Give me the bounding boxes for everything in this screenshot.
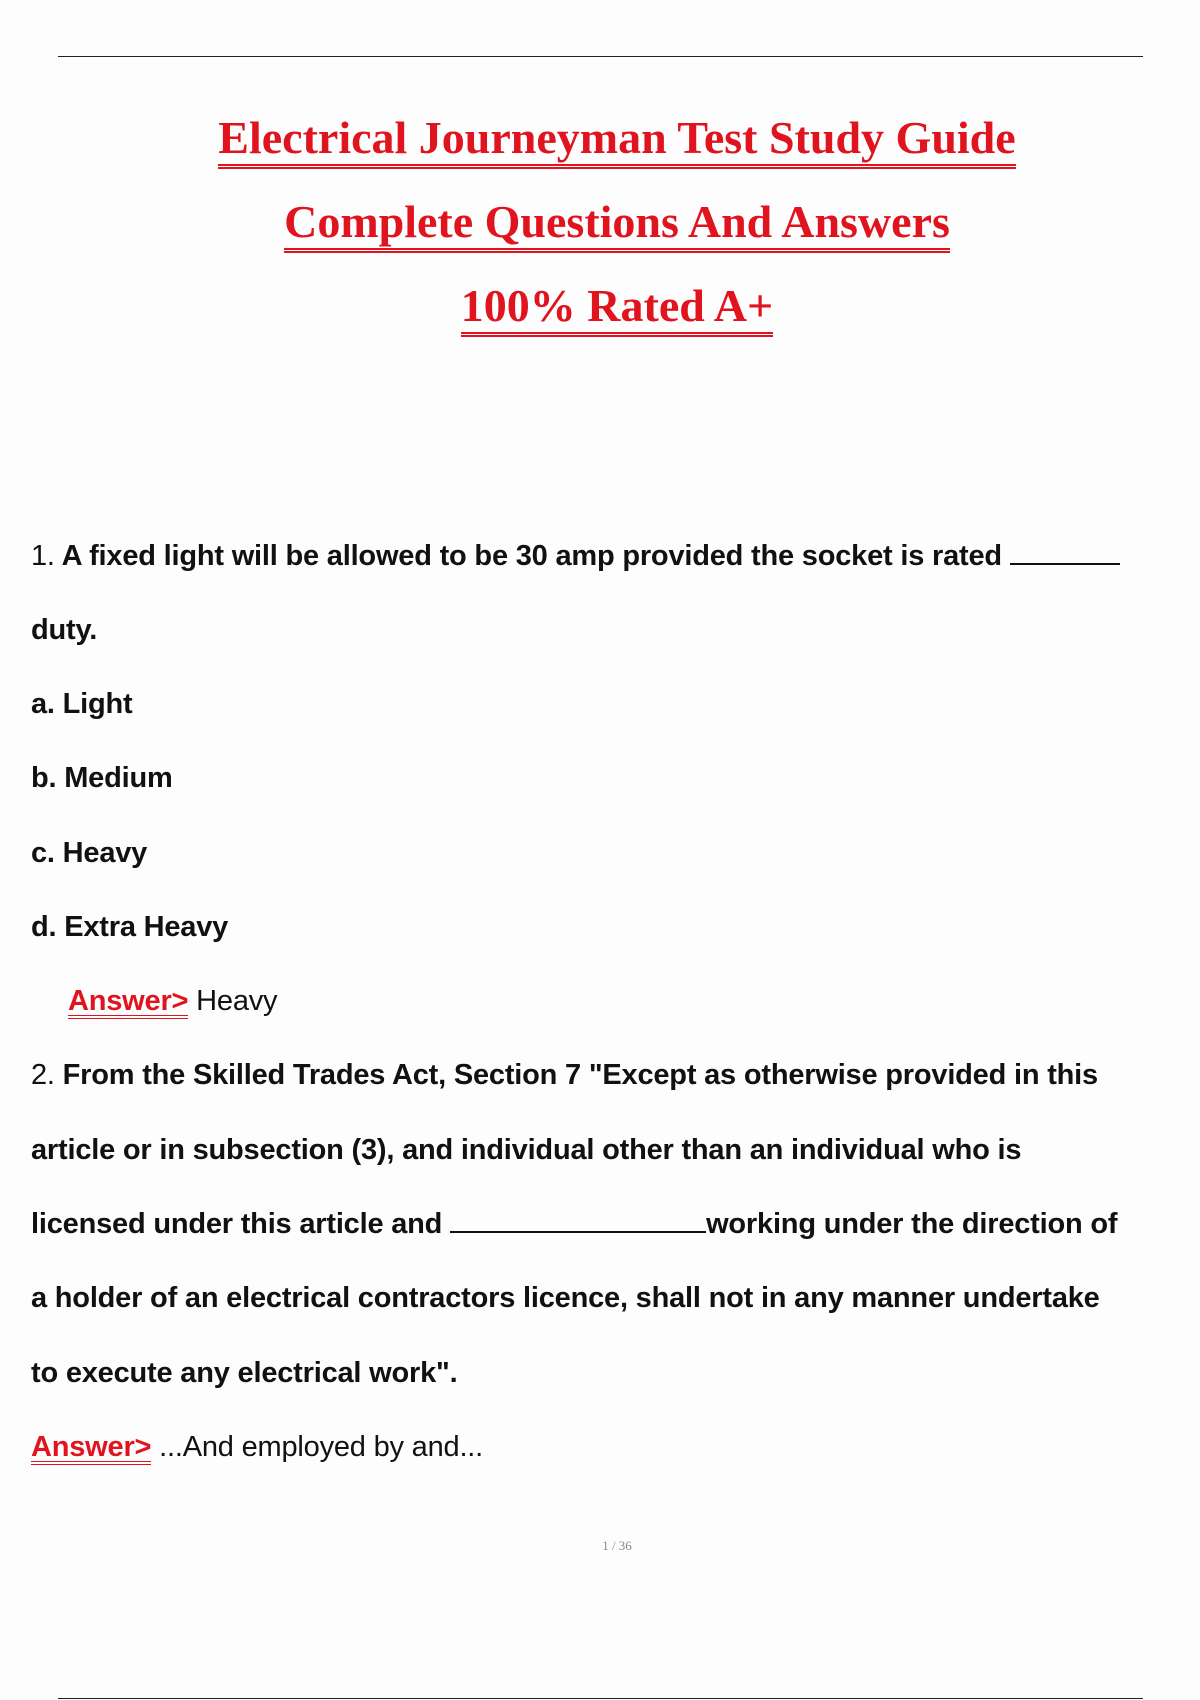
question-2-line-3: licensed under this article and working under the direction of — [31, 1208, 1118, 1240]
answer-label: Answer> — [68, 985, 189, 1017]
option-d: d. Extra Heavy — [31, 911, 229, 943]
title-line-3: 100% Rated A+ — [0, 274, 1200, 358]
option-a: a. Light — [31, 688, 133, 720]
title-line-1: Electrical Journeyman Test Study Guide — [0, 106, 1200, 190]
bottom-rule — [58, 1698, 1143, 1699]
question-1-blank — [1010, 563, 1120, 565]
answer-label: Answer> — [31, 1431, 152, 1463]
question-2-blank — [450, 1231, 706, 1233]
question-2-line-1 — [31, 1059, 1098, 1092]
question-2-line-5: to execute any electrical work". — [31, 1357, 458, 1389]
question-2-line-4: a holder of an electrical contractors licence, shall not in any manner undertake — [31, 1282, 1100, 1314]
question-1-answer — [68, 985, 277, 1019]
question-1-line-1 — [31, 540, 1120, 573]
option-b: b. Medium — [31, 762, 173, 794]
question-1-line-2: duty. — [31, 614, 98, 646]
top-rule — [58, 56, 1143, 57]
question-2-text: From the Skilled Trades Act, Section 7 "Except as otherwise provided in this — [62, 1059, 1098, 1091]
answer-text: Heavy — [196, 985, 278, 1017]
question-1-text: A fixed light will be allowed to be 30 amp provided the socket is rated — [61, 540, 1002, 572]
question-1-number: 1. — [31, 540, 55, 572]
title-line-2: Complete Questions And Answers — [0, 190, 1200, 274]
option-c: c. Heavy — [31, 837, 148, 869]
question-2-number: 2. — [31, 1059, 55, 1091]
page-indicator: 1 / 36 — [602, 1538, 632, 1553]
question-2-answer — [31, 1431, 483, 1465]
answer-text: ...And employed by and... — [159, 1431, 484, 1463]
question-2-line-2: article or in subsection (3), and individual other than an individual who is — [31, 1134, 1022, 1166]
document-title — [0, 106, 1200, 358]
